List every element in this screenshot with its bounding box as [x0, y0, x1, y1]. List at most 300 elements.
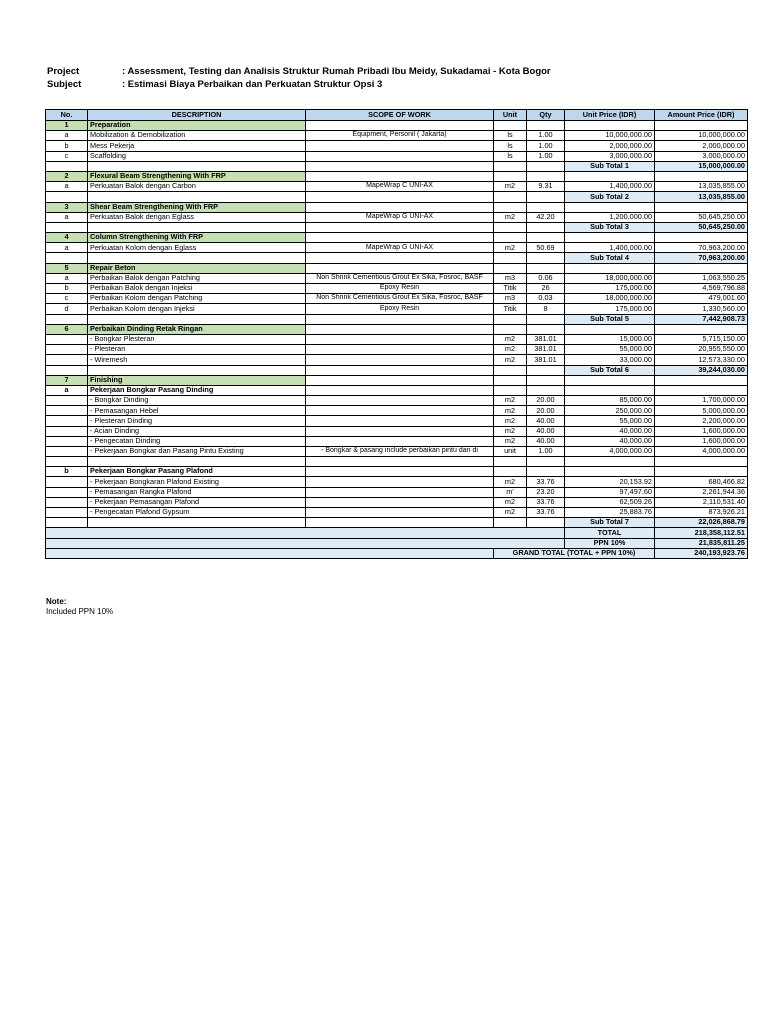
table-row: [46, 243, 748, 253]
subtotal-row: [46, 518, 748, 528]
empty-cell: [565, 375, 655, 385]
empty-cell: [88, 314, 306, 324]
item-no: [46, 436, 88, 446]
item-qty: 40.00: [527, 416, 565, 426]
item-scope: MapeWrap G UNI-AX: [306, 243, 494, 253]
empty-cell: [655, 171, 748, 181]
empty-cell: [306, 202, 494, 212]
item-unit: Titik: [494, 284, 527, 294]
item-amount: 10,000,000.00: [655, 131, 748, 141]
item-no: d: [46, 304, 88, 314]
item-amount: 2,261,944.36: [655, 487, 748, 497]
item-scope: [306, 406, 494, 416]
col-header-amount: Amount Price (IDR): [655, 110, 748, 121]
empty-cell: [306, 161, 494, 171]
item-no: a: [46, 182, 88, 192]
empty-cell: [494, 253, 527, 263]
empty-cell: [46, 314, 88, 324]
item-description: Mobilization & Demobilization: [88, 131, 306, 141]
subtotal-value: 70,963,200.00: [655, 253, 748, 263]
empty-cell: [655, 263, 748, 273]
item-scope: [306, 507, 494, 517]
empty-cell: [306, 222, 494, 232]
item-no: [46, 477, 88, 487]
table-row: [46, 345, 748, 355]
empty-cell: [494, 385, 527, 395]
item-no: [46, 497, 88, 507]
note-title: Note:: [46, 597, 67, 606]
section-header-row: [46, 375, 748, 385]
col-header-qty: Qty: [527, 110, 565, 121]
empty-cell: [527, 375, 565, 385]
item-unit-price: 25,883.76: [565, 507, 655, 517]
col-header-no: No.: [46, 110, 88, 121]
empty-cell: [527, 467, 565, 477]
subtotal-label: Sub Total 1: [565, 161, 655, 171]
col-header-scope: SCOPE OF WORK: [306, 110, 494, 121]
group-title: Pekerjaan Bongkar Pasang Dinding: [88, 385, 306, 395]
empty-cell: [565, 467, 655, 477]
empty-cell: [88, 253, 306, 263]
item-scope: [306, 487, 494, 497]
item-unit-price: 62,509.26: [565, 497, 655, 507]
empty-cell: [655, 375, 748, 385]
empty-cell: [494, 457, 527, 467]
item-amount: 12,573,330.00: [655, 355, 748, 365]
empty-cell: [306, 121, 494, 131]
table-body: [46, 121, 748, 559]
grand-total-row-value: 240,193,923.76: [655, 548, 748, 558]
section-title: Column Strengthening With FRP: [88, 233, 306, 243]
empty-cell: [494, 171, 527, 181]
empty-cell: [46, 457, 88, 467]
item-no: [46, 447, 88, 457]
empty-cell: [527, 253, 565, 263]
item-qty: 0.03: [527, 294, 565, 304]
section-header-row: [46, 171, 748, 181]
item-description: Perbaikan Balok dengan Patching: [88, 273, 306, 283]
item-unit-price: 3,000,000.00: [565, 151, 655, 161]
empty-cell: [306, 233, 494, 243]
group-header-row: [46, 385, 748, 395]
item-unit: m3: [494, 273, 527, 283]
item-qty: 33.76: [527, 507, 565, 517]
item-unit-price: 1,400,000.00: [565, 182, 655, 192]
empty-cell: [527, 263, 565, 273]
item-no: b: [46, 284, 88, 294]
table-row: [46, 497, 748, 507]
empty-cell: [565, 385, 655, 395]
group-no: a: [46, 385, 88, 395]
item-amount: 680,466.82: [655, 477, 748, 487]
item-scope: MapeWrap C UNI-AX: [306, 182, 494, 192]
item-qty: 1.00: [527, 131, 565, 141]
empty-cell: [494, 365, 527, 375]
item-unit-price: 175,000.00: [565, 284, 655, 294]
item-unit: ls: [494, 151, 527, 161]
item-description: Scaffolding: [88, 151, 306, 161]
section-no: 4: [46, 233, 88, 243]
item-unit: m2: [494, 436, 527, 446]
item-unit-price: 18,000,000.00: [565, 294, 655, 304]
table-row: [46, 447, 748, 457]
empty-cell: [527, 314, 565, 324]
empty-cell: [527, 202, 565, 212]
item-amount: 3,000,000.00: [655, 151, 748, 161]
item-description: - Plesteran: [88, 345, 306, 355]
grand-total-row: [46, 548, 748, 558]
empty-cell: [306, 365, 494, 375]
table-row: [46, 334, 748, 344]
item-description: Perkuatan Balok dengan Eglass: [88, 212, 306, 222]
table-row: [46, 416, 748, 426]
empty-cell: [527, 192, 565, 202]
item-no: [46, 416, 88, 426]
item-amount: 1,700,000.00: [655, 396, 748, 406]
empty-cell: [46, 365, 88, 375]
item-description: - Pengecatan Plafond Gypsum: [88, 507, 306, 517]
item-description: - Pekerjaan Bongkar dan Pasang Pintu Existing: [88, 447, 306, 457]
item-description: - Pengecatan Dinding: [88, 436, 306, 446]
item-unit: unit: [494, 447, 527, 457]
table-row: [46, 426, 748, 436]
item-no: c: [46, 294, 88, 304]
empty-cell: [494, 192, 527, 202]
table-row: [46, 151, 748, 161]
empty-cell: [46, 538, 565, 548]
item-unit-price: 20,153.92: [565, 477, 655, 487]
subtotal-label: Sub Total 6: [565, 365, 655, 375]
cost-estimate-table: [45, 109, 748, 559]
item-no: a: [46, 243, 88, 253]
section-title: Finishing: [88, 375, 306, 385]
empty-cell: [88, 192, 306, 202]
item-qty: 42.20: [527, 212, 565, 222]
subject-line: [47, 79, 382, 90]
table-row: [46, 284, 748, 294]
item-amount: 5,000,000.00: [655, 406, 748, 416]
subtotal-row: [46, 222, 748, 232]
item-unit-price: 40,000.00: [565, 426, 655, 436]
item-no: [46, 355, 88, 365]
item-amount: 70,963,200.00: [655, 243, 748, 253]
item-scope: [306, 497, 494, 507]
section-title: Repair Beton: [88, 263, 306, 273]
total-row-label: TOTAL: [565, 528, 655, 538]
item-qty: 40.00: [527, 426, 565, 436]
empty-cell: [46, 192, 88, 202]
item-scope: MapeWrap G UNI-AX: [306, 212, 494, 222]
empty-cell: [565, 324, 655, 334]
item-unit-price: 2,000,000.00: [565, 141, 655, 151]
section-title: Flexural Beam Strengthening With FRP: [88, 171, 306, 181]
empty-cell: [494, 324, 527, 334]
item-unit-price: 250,000.00: [565, 406, 655, 416]
subtotal-value: 15,000,000.00: [655, 161, 748, 171]
item-no: [46, 487, 88, 497]
table-row: [46, 131, 748, 141]
item-scope: Epoxy Resin: [306, 284, 494, 294]
item-qty: 26: [527, 284, 565, 294]
item-amount: 2,000,000.00: [655, 141, 748, 151]
section-no: 2: [46, 171, 88, 181]
item-amount: 479,001.60: [655, 294, 748, 304]
empty-cell: [527, 121, 565, 131]
group-title: Pekerjaan Bongkar Pasang Plafond: [88, 467, 306, 477]
item-unit: m2: [494, 243, 527, 253]
item-description: - Pemasangan Hebel: [88, 406, 306, 416]
section-header-row: [46, 121, 748, 131]
empty-cell: [306, 467, 494, 477]
item-unit-price: 85,000.00: [565, 396, 655, 406]
section-no: 3: [46, 202, 88, 212]
item-unit-price: 97,497.60: [565, 487, 655, 497]
empty-cell: [46, 161, 88, 171]
item-description: - Bongkar Plesteran: [88, 334, 306, 344]
grand-total-row-label: GRAND TOTAL (TOTAL + PPN 10%): [494, 548, 655, 558]
item-amount: 5,715,150.00: [655, 334, 748, 344]
project-value: : Assessment, Testing dan Analisis Struktur Rumah Pribadi Ibu Meidy, Sukadamai - Kota Bogor: [122, 66, 551, 77]
empty-cell: [494, 518, 527, 528]
item-unit: m2: [494, 345, 527, 355]
item-unit: m2: [494, 497, 527, 507]
empty-cell: [88, 457, 306, 467]
item-no: a: [46, 273, 88, 283]
section-header-row: [46, 263, 748, 273]
project-label: Project: [47, 66, 80, 77]
item-unit-price: 1,400,000.00: [565, 243, 655, 253]
item-qty: 33.76: [527, 477, 565, 487]
item-amount: 1,063,550.25: [655, 273, 748, 283]
empty-cell: [527, 518, 565, 528]
empty-cell: [306, 375, 494, 385]
item-qty: 33.76: [527, 497, 565, 507]
empty-cell: [655, 324, 748, 334]
section-title: Shear Beam Strengthening With FRP: [88, 202, 306, 212]
item-amount: 1,600,000.00: [655, 436, 748, 446]
section-header-row: [46, 233, 748, 243]
item-amount: 13,035,855.00: [655, 182, 748, 192]
item-unit: m2: [494, 182, 527, 192]
item-qty: 1.00: [527, 447, 565, 457]
item-description: - Pemasangan Rangka Plafond: [88, 487, 306, 497]
item-amount: 50,645,250.00: [655, 212, 748, 222]
subtotal-label: Sub Total 7: [565, 518, 655, 528]
item-unit: ls: [494, 131, 527, 141]
item-description: Mess Pekerja: [88, 141, 306, 151]
item-scope: [306, 334, 494, 344]
item-scope: [306, 436, 494, 446]
item-unit: m2: [494, 355, 527, 365]
empty-cell: [306, 518, 494, 528]
empty-cell: [655, 121, 748, 131]
item-description: - Pekerjaan Bongkaran Plafond Existing: [88, 477, 306, 487]
item-unit-price: 55,000.00: [565, 416, 655, 426]
item-scope: [306, 396, 494, 406]
item-unit-price: 175,000.00: [565, 304, 655, 314]
empty-cell: [494, 467, 527, 477]
empty-cell: [88, 161, 306, 171]
empty-cell: [46, 528, 565, 538]
item-no: a: [46, 131, 88, 141]
empty-cell: [655, 202, 748, 212]
table-row: [46, 436, 748, 446]
empty-cell: [655, 233, 748, 243]
item-unit-price: 15,000.00: [565, 334, 655, 344]
item-description: - Acian Dinding: [88, 426, 306, 436]
item-description: - Pekerjaan Pemasangan Plafond: [88, 497, 306, 507]
item-unit-price: 40,000.00: [565, 436, 655, 446]
empty-cell: [306, 171, 494, 181]
item-amount: 1,600,000.00: [655, 426, 748, 436]
item-description: Perkuatan Balok dengan Carbon: [88, 182, 306, 192]
item-no: [46, 406, 88, 416]
subtotal-row: [46, 314, 748, 324]
item-description: Perkuatan Kolom dengan Eglass: [88, 243, 306, 253]
subtotal-value: 39,244,030.00: [655, 365, 748, 375]
item-qty: 20.00: [527, 406, 565, 416]
col-header-description: DESCRIPTION: [88, 110, 306, 121]
empty-cell: [46, 253, 88, 263]
section-title: Preparation: [88, 121, 306, 131]
empty-cell: [88, 222, 306, 232]
empty-cell: [46, 518, 88, 528]
empty-cell: [527, 457, 565, 467]
project-line: [47, 66, 551, 77]
item-description: - Bongkar Dinding: [88, 396, 306, 406]
empty-cell: [527, 233, 565, 243]
ppn-row: [46, 538, 748, 548]
item-qty: 381.01: [527, 345, 565, 355]
item-unit: ls: [494, 141, 527, 151]
item-qty: 9.31: [527, 182, 565, 192]
item-unit: m2: [494, 507, 527, 517]
subtotal-label: Sub Total 5: [565, 314, 655, 324]
item-unit: m2: [494, 416, 527, 426]
empty-cell: [494, 375, 527, 385]
item-no: [46, 345, 88, 355]
item-unit-price: 4,000,000.00: [565, 447, 655, 457]
table-row: [46, 477, 748, 487]
note-text: Included PPN 10%: [46, 607, 114, 616]
item-unit: m2: [494, 426, 527, 436]
subject-label: Subject: [47, 79, 82, 90]
total-row-value: 218,358,112.51: [655, 528, 748, 538]
item-scope: [306, 477, 494, 487]
col-header-unit-price: Unit Price (IDR): [565, 110, 655, 121]
item-description: - Wiremesh: [88, 355, 306, 365]
empty-cell: [494, 161, 527, 171]
empty-cell: [494, 202, 527, 212]
item-qty: 8: [527, 304, 565, 314]
item-qty: 20.00: [527, 396, 565, 406]
item-unit: m2: [494, 396, 527, 406]
item-description: Perbaikan Balok dengan Injeksi: [88, 284, 306, 294]
subtotal-label: Sub Total 3: [565, 222, 655, 232]
table-row: [46, 396, 748, 406]
subtotal-value: 22,026,868.79: [655, 518, 748, 528]
item-no: a: [46, 212, 88, 222]
empty-cell: [565, 202, 655, 212]
item-amount: 20,955,550.00: [655, 345, 748, 355]
item-no: [46, 334, 88, 344]
item-scope: Non Shrink Cementious Grout Ex Sika, Fosroc, BASF: [306, 294, 494, 304]
item-unit: m2: [494, 406, 527, 416]
item-no: b: [46, 141, 88, 151]
item-qty: 1.00: [527, 141, 565, 151]
item-no: [46, 396, 88, 406]
item-amount: 2,110,531.40: [655, 497, 748, 507]
item-unit: Titik: [494, 304, 527, 314]
item-scope: [306, 355, 494, 365]
empty-cell: [494, 233, 527, 243]
empty-cell: [565, 121, 655, 131]
empty-cell: [46, 548, 494, 558]
item-description: Perbaikan Kolom dengan Patching: [88, 294, 306, 304]
item-amount: 4,569,796.88: [655, 284, 748, 294]
empty-cell: [46, 222, 88, 232]
subtotal-label: Sub Total 4: [565, 253, 655, 263]
item-scope: [306, 151, 494, 161]
section-header-row: [46, 324, 748, 334]
table-row: [46, 212, 748, 222]
empty-cell: [655, 385, 748, 395]
section-no: 6: [46, 324, 88, 334]
empty-cell: [527, 324, 565, 334]
empty-cell: [494, 263, 527, 273]
empty-cell: [565, 171, 655, 181]
item-scope: [306, 141, 494, 151]
item-qty: 381.01: [527, 334, 565, 344]
col-header-unit: Unit: [494, 110, 527, 121]
section-no: 1: [46, 121, 88, 131]
item-unit-price: 10,000,000.00: [565, 131, 655, 141]
table-row: [46, 406, 748, 416]
empty-cell: [494, 314, 527, 324]
table-row: [46, 355, 748, 365]
subtotal-value: 13,035,855.00: [655, 192, 748, 202]
item-amount: 1,330,560.00: [655, 304, 748, 314]
table-row: [46, 294, 748, 304]
empty-cell: [527, 365, 565, 375]
section-title: Perbaikan Dinding Retak Ringan: [88, 324, 306, 334]
item-description: Perbaikan Kolom dengan Injeksi: [88, 304, 306, 314]
item-qty: 381.01: [527, 355, 565, 365]
empty-cell: [306, 324, 494, 334]
item-no: [46, 426, 88, 436]
empty-cell: [527, 171, 565, 181]
table-row: [46, 487, 748, 497]
item-scope: Epoxy Resin: [306, 304, 494, 314]
empty-cell: [494, 222, 527, 232]
empty-cell: [565, 263, 655, 273]
empty-cell: [88, 365, 306, 375]
item-scope: Equipment, Personil ( Jakarta): [306, 131, 494, 141]
table-row: [46, 182, 748, 192]
item-qty: 40.00: [527, 436, 565, 446]
empty-cell: [88, 518, 306, 528]
empty-cell: [494, 121, 527, 131]
empty-cell: [306, 253, 494, 263]
item-unit: m': [494, 487, 527, 497]
item-unit-price: 18,000,000.00: [565, 273, 655, 283]
blank-row: [46, 457, 748, 467]
empty-cell: [527, 222, 565, 232]
item-qty: 50.69: [527, 243, 565, 253]
empty-cell: [655, 467, 748, 477]
item-unit: m2: [494, 212, 527, 222]
table-row: [46, 141, 748, 151]
